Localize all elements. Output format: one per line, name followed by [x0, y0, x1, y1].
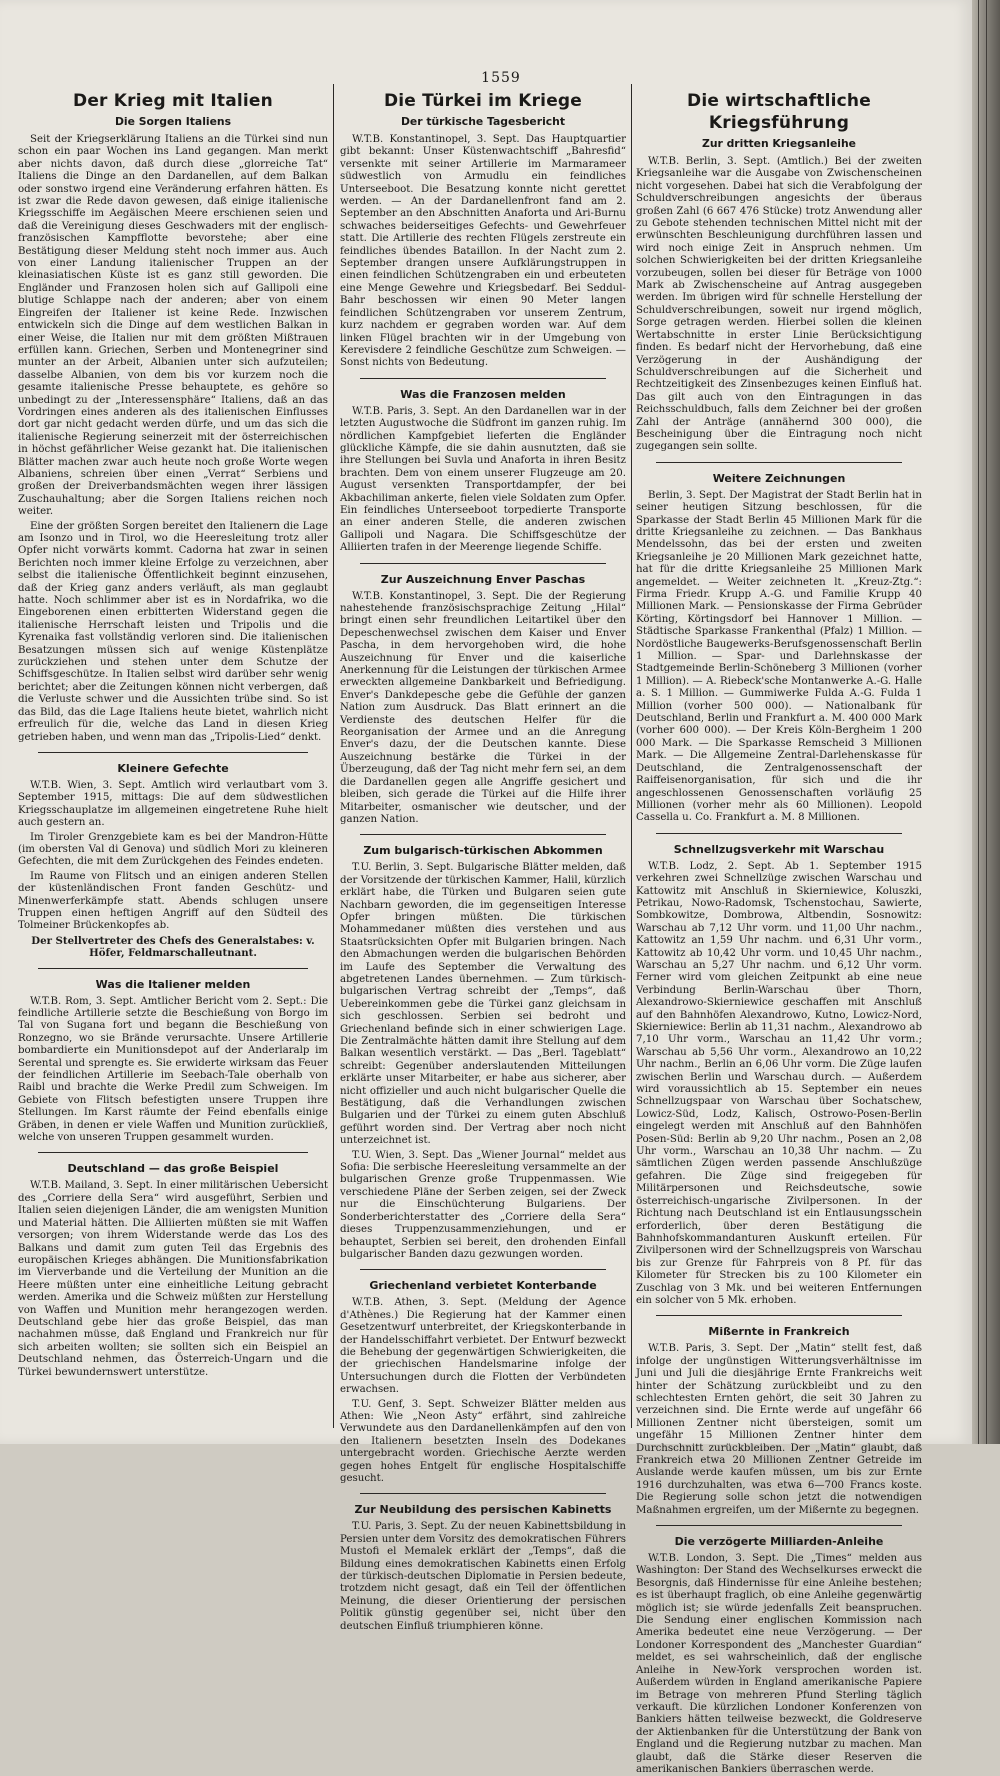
article-paragraph: Im Raume von Flitsch und an einigen anderen Stellen der küstenländischen Front fanden Geschütz- und Minenwerferkämpfe statt. Abends schlugen unsere Truppen einen heftigen Angriff auf den Südteil des Tolmeiner Brückenkopfes ab.: [18, 870, 328, 932]
article-paragraph: T.U. Wien, 3. Sept. Das „Wiener Journal“ meldet aus Sofia: Die serbische Heeresleitung versammelte an der bulgarischen Grenze große Truppenmassen. Wie verschiedene Pläne der Serben zeigen, sei der Zweck nur die Einschüchterung Bulgariens. Der Sonderberichterstatter des „Corriere della Sera“ dieses Truppenzusammenziehungen, und er behauptet, Serbien sei bereit, den drohenden Einfall bulgarischer Banden dazu gezwungen worden.: [340, 1149, 626, 1260]
article-paragraph: W.T.B. Paris, 3. Sept. An den Dardanellen war in der letzten Augustwoche die Südfront im ganzen ruhig. Im nördlichen Kampfgebiet lieferten die Engländer glückliche Kämpfe, die sie dahin ausnutzten, daß sie ihre Stellungen bei Suvla und Anaforta in ihren Besitz brachten. Dem von einem unserer Flugzeuge am 20. August versenkten Transportdampfer, der bei Akbachiliman ankerte, fielen viele Soldaten zum Opfer. Ein feindliches Unterseeboot torpedierte Transporte an einer anderen Stelle, die anderen zwischen Gallipoli und Nagara. Die Schiffsgeschütze der Alliierten trafen in der Meerenge liegende Schiffe.: [340, 405, 626, 554]
article-headline: Die verzögerte Milliarden-Anleihe: [674, 1535, 884, 1549]
article-headline: Was die Franzosen melden: [400, 387, 566, 401]
column-economic-warfare: [636, 88, 922, 1775]
article-divider: [360, 378, 606, 379]
column-subhead: Die Sorgen Italiens: [114, 115, 232, 128]
column-war-with-italy: [18, 88, 328, 1424]
column-rule: [333, 84, 334, 1428]
article-divider: [656, 1315, 902, 1316]
article-signoff: Der Stellvertreter des Chefs des Generalstabes: v. Höfer, Feldmarschalleutnant.: [31, 934, 315, 960]
article-headline: Was die Italiener melden: [95, 977, 251, 991]
article-divider: [360, 834, 606, 835]
article-divider: [656, 462, 902, 463]
column-rule: [631, 84, 632, 1428]
column-masthead: Die Türkei im Kriege: [383, 91, 583, 111]
article-divider: [360, 1493, 606, 1494]
column-masthead: Die wirtschaftliche Kriegsführung: [687, 91, 871, 133]
column-subhead: Zur dritten Kriegsanleihe: [701, 137, 857, 150]
article-paragraph: W.T.B. Lodz, 2. Sept. Ab 1. September 1915 verkehren zwei Schnellzüge zwischen Warschau und Kattowitz mit Anschluß in Skierniewice, Koluszki, Petrikau, Nowo-Radomsk, Tschenstochau, Sawierte, Sombkowitze, Dombrowa, Altbendin, Sosnowitz: Warschau ab 7,12 Uhr vorm. und 11,00 Uhr nachm., Kattowitz an 1,59 Uhr nachm. und 6,31 Uhr vorm., Kattowitz ab 10,42 Uhr vorm. und 10,45 Uhr nachm., Warschau an 5,27 Uhr nachm. und 6,12 Uhr vorm. Ferner wird vom gleichen Zeitpunkt ab eine neue Verbindung Berlin-Warschau über Thorn, Alexandrowo-Skierniewice geschaffen mit Anschluß auf den Bahnhöfen Alexandrowo, Kutno, Lowicz-Nord, Skierniewice: Berlin ab 11,31 nachm., Alexandrowo ab 7,10 Uhr vorm., Warschau an 11,42 Uhr vorm.; Warschau ab 5,56 Uhr vorm., Alexandrowo an 10,22 Uhr nachm., Berlin an 6,06 Uhr vorm. Die Züge laufen zwischen Berlin und Warschau durch. — Außerdem wird voraussichtlich ab 15. September ein neues Schnellzugspaar von Warschau über Sochatschew, Lowicz-Süd, Lodz, Kalisch, Ostrowo-Posen-Berlin eingelegt werden mit Anschluß auf den Bahnhöfen Posen-Süd: Berlin ab 9,20 Uhr nachm., Posen an 2,08 Uhr vorm., Warschau an 10,38 Uhr nachm. — Zu sämtlichen Zügen werden passende Anschlußzüge gefahren. Die Züge sind freigegeben für Militärpersonen und Reichsdeutsche, sowie österreichisch-ungarische Zivilpersonen. In der Richtung nach Deutschland ist ein Entlausungsschein erforderlich, über deren Bestätigung die Bahnhofskommandanturen Auskunft erteilen. Für Zivilpersonen wird der Schnellzugspreis von Warschau bis zur Grenze für Fahrpreis von 8 Pf. für das Kilometer für Strecken bis zu 100 Kilometer ein Zuschlag von 3 Mk. und bei weiteren Entfernungen ein solcher von 5 Mk. erhoben.: [636, 860, 922, 1306]
article-paragraph: W.T.B. Mailand, 3. Sept. In einer militärischen Uebersicht des „Corriere della Sera“ wird ausgeführt, Serbien und Italien seien diejenigen Länder, die am wenigsten Munition und Material hätten. Die Alliierten müßten sie mit Waffen versorgen; von ihrem Widerstande werde das Los des Balkans und damit zum guten Teil das Ergebnis des europäischen Krieges abhängen. Die Munitionsfabrikation im Vierverbande und die Verteilung der Munition an die Heere müßten unter eine einheitliche Leitung gebracht werden. Amerika und die Schweiz müßten zur Herstellung von Waffen und Munition mehr herangezogen werden. Deutschland gebe hier das große Beispiel, das man nachahmen müsse, daß England und Frankreich nur für sich arbeiten wollten; sie sollten sich ein Beispiel an Deutschland nehmen, das Österreich-Ungarn und die Türkei bewundernswert unterstütze.: [18, 1180, 328, 1378]
article-paragraph: W.T.B. London, 3. Sept. Die „Times“ melden aus Washington: Der Stand des Wechselkurses erweckt die Besorgnis, daß Hindernisse für eine Anleihe bestehen; es ist überhaupt fraglich, ob eine Anleihe gegenwärtig möglich ist; sie würde jedenfalls Zeit beanspruchen. Die Sendung einer englischen Kommission nach Amerika bedeutet eine neue Verzögerung. — Der Londoner Korrespondent des „Manchester Guardian“ meldet, es sei wahrscheinlich, daß der englische Anleihe in New-York versprochen worden ist. Außerdem würden in England amerikanische Papiere im Betrage von mehreren Pfund Sterling täglich verkauft. Die kürzlichen Londoner Konferenzen von Bankiers hätten teilweise bezweckt, die Goldreserve der Aktienbanken für die Unterstützung der Bank von England und die Regierung nutzbar zu machen. Man glaubt, daß die Stärke dieser Reserven die amerikanischen Bankiers überraschen werde.: [636, 1553, 922, 1775]
book-binding-edge: [972, 0, 1000, 1444]
page-number: 1559: [481, 70, 521, 86]
article-headline: Zum bulgarisch-türkischen Abkommen: [363, 844, 603, 858]
article-paragraph: W.T.B. Konstantinopel, 3. Sept. Die der Regierung nahestehende französischsprachige Zeitung „Hilal“ bringt einen sehr freundlichen Leitartikel über den Depeschenwechsel zwischen dem Kaiser und Enver Pascha, in dem hervorgehoben wird, die hohe Auszeichnung für Enver und die kaiserliche Anerkennung für die Leistungen der türkischen Armee erweckten allgemeine Dankbarkeit und Befriedigung. Enver's Dankdepesche gebe die Gefühle der ganzen Nation zum Ausdruck. Das Blatt erinnert an die Verdienste des deutschen Helfer für die Reorganisation der Armee und an die Anregung Enver's dazu, der die Deutschen kannte. Diese Auszeichnung bestärke die Türkei in der Überzeugung, daß der Tag nicht mehr fern sei, an dem die Dardanellen gegen alle Angriffe gesichert und bleiben, sich gerade die Türkei auf die Hilfe ihrer Mitarbeiter, osmanischer wie deutscher, und der ganzen Nation.: [340, 590, 626, 825]
column-masthead: Der Krieg mit Italien: [73, 91, 273, 111]
article-divider: [656, 1525, 902, 1526]
article-headline: Mißernte in Frankreich: [708, 1325, 850, 1339]
article-paragraph: Eine der größten Sorgen bereitet den Italienern die Lage am Isonzo und in Tirol, wo die Heeresleitung trotz aller Opfer nicht vorwärts kommt. Cadorna hat zwar in seinen Berichten noch immer kleine Erfolge zu verzeichnen, aber selbst die italienische Öffentlichkeit beginnt einzusehen, daß der Krieg ganz anders verläuft, als man geglaubt hatte. Noch schlimmer aber ist es in Nordafrika, wo die Eingeborenen einen erbitterten Widerstand gegen die italienische Herrschaft leisten und Tripolis und die Kyrenaika fast vollständig verloren sind. Die italienischen Besatzungen müssen sich auf wenige Küstenplätze zurückziehen und stehen unter dem Schutze der Schiffsgeschütze. In Italien selbst wird darüber sehr wenig berichtet; aber die Zeitungen können nicht verbergen, daß die Verluste schwer und die Aussichten trübe sind. So ist das Bild, das die Lage Italiens heute bietet, wahrlich nicht erfreulich für die, welche das Land in diesen Krieg getrieben haben, und wenn man das „Tripolis-Lied“ denkt.: [18, 520, 328, 743]
article-headline: Zur Neubildung des persischen Kabinetts: [354, 1503, 612, 1517]
article-headline: Deutschland — das große Beispiel: [67, 1162, 279, 1176]
article-paragraph: Seit der Kriegserklärung Italiens an die Türkei sind nun schon ein paar Wochen ins Land gegangen. Man merkt aber nichts davon, daß durch diese „glorreiche Tat“ Italiens die Dinge an den Dardanellen, auf dem Balkan oder sonstwo irgend eine Veränderung erfahren hätten. Es ist zwar die Rede davon gewesen, daß einige italienische Kriegsschiffe im Aegäischen Meere erschienen seien und daß die Vereinigung dieses Geschwaders mit der englisch-französischen Kampfflotte bevorstehe; aber eine Bestätigung dieser Meldung steht noch immer aus. Auch von einer Landung italienischer Truppen an der kleinasiatischen Küste ist es ganz still geworden. Die Engländer und Franzosen holen sich auf Gallipoli eine blutige Schlappe nach der anderen; aber von einem Eingreifen der Italiener ist keine Rede. Inzwischen entwickeln sich die Dinge auf dem westlichen Balkan in einer Weise, die Italien nur mit dem größten Mißtrauen erfüllen kann. Griechen, Serben und Montenegriner sind munter an der Arbeit, Albanien unter sich aufzuteilen; dasselbe Albanien, von dem bis vor kurzem noch die gesamte italienische Presse behauptete, es gehöre so unbedingt zu der „Interessensphäre“ Italiens, daß an das Vordringen eines anderen als des italienischen Einflusses dort gar nicht gedacht werden dürfe, und um das sich die italienische Regierung seinerzeit mit der österreichischen in höchst gefährlicher Weise gezankt hat. Die italienischen Blätter machen zwar auch heute noch große Worte wegen Albaniens, schreien über einen „Verrat“ Serbiens und großen der Dreiverbandsmächten wegen ihrer lässigen Zuschauhaltung; aber die Sorgen Italiens reichen noch weiter.: [18, 134, 328, 518]
article-paragraph: W.T.B. Athen, 3. Sept. (Meldung der Agence d'Athènes.) Die Regierung hat der Kammer einen Gesetzentwurf unterbreitet, der Kriegskonterbande in der Handelsschiffahrt verbietet. Der Entwurf bezweckt die Behebung der gegenwärtigen Schwierigkeiten, die der griechischen Handelsmarine infolge der Untersuchungen durch die Flotten der Verbündeten erwachsen.: [340, 1297, 626, 1396]
article-divider: [38, 752, 308, 753]
article-divider: [38, 968, 308, 969]
column-subhead: Der türkische Tagesbericht: [400, 115, 566, 128]
article-headline: Zur Auszeichnung Enver Paschas: [380, 572, 586, 586]
article-paragraph: Berlin, 3. Sept. Der Magistrat der Stadt Berlin hat in seiner heutigen Sitzung beschlossen, für die Sparkasse der Stadt Berlin 45 Millionen Mark für die dritte Kriegsanleihe zu zeichnen. — Das Bankhaus Mendelssohn, das bei der ersten und zweiten Kriegsanleihe je 20 Millionen Mark gezeichnet hatte, hat für die dritte Kriegsanleihe 25 Millionen Mark angemeldet. — Weiter zeichneten lt. „Kreuz-Ztg.“: Firma Friedr. Krupp A.-G. und Familie Krupp 40 Millionen Mark. — Pensionskasse der Firma Gebrüder Körting, Körtingsdorf bei Hannover 1 Million. — Städtische Sparkasse Frankenthal (Pfalz) 1 Million. — Nordöstliche Baugewerks-Berufsgenossenschaft Berlin 1 Million. — Spar- und Darlehnskasse der Stadtgemeinde Berlin-Schöneberg 3 Millionen (vorher 1 Million). — A. Riebeck'sche Montanwerke A.-G. Halle a. S. 1 Million. — Gummiwerke Fulda A.-G. Fulda 1 Million (vorher 500 000). — Nationalbank für Deutschland, Berlin und Frankfurt a. M. 400 000 Mark (vorher 600 000). — Der Kreis Köln-Bergheim 1 200 000 Mark. — Die Sparkasse Remscheid 3 Millionen Mark. — Die Allgemeine Zentral-Darlehenskasse für Deutschland, die Zentralgenossenschaft der Raiffeisenorganisation, für sich und die ihr angeschlossenen Genossenschaften vorläufig 25 Millionen (vorher mehr als 60 Millionen). Leopold Cassella u. Co. Frankfurt a. M. 8 Millionen.: [636, 489, 922, 824]
article-paragraph: T.U. Berlin, 3. Sept. Bulgarische Blätter melden, daß der Vorsitzende der türkischen Kammer, Halil, kürzlich erklärt habe, die Türken und Bulgaren seien gute Nachbarn geworden, die im gegenseitigen Interesse Opfer bringen müßten. Die türkischen Mohammedaner müßten dies verstehen und aus Staatsrücksichten Opfer mit Bulgarien bringen. Nach den Abmachungen werden die bulgarischen Behörden im Laufe des September die Verwaltung des abgetretenen Landes übernehmen. — Zum türkisch-bulgarischen Vertrag schreibt der „Temps“, daß Uebereinkommen gebe die Türkei ganz gleichsam in sich geschlossen. Serbien sei bedroht und Griechenland befinde sich in einer schwierigen Lage. Die Zentralmächte hätten damit ihre Stellung auf dem Balkan wesentlich verstärkt. — Das „Berl. Tageblatt“ schreibt: Gegenüber anderslautenden Mitteilungen erklärte unser Mitarbeiter, er habe aus sicherer, aber nicht offizieller und auch nicht bulgarischer Quelle die Bestätigung, daß die Verhandlungen zwischen Bulgarien und der Türkei zu einem guten Abschluß geführt worden sind. Der Vertrag aber noch nicht unterzeichnet ist.: [340, 862, 626, 1147]
article-paragraph: W.T.B. Berlin, 3. Sept. (Amtlich.) Bei der zweiten Kriegsanleihe war die Ausgabe von Zwischenscheinen nicht vorgesehen. Dabei hat sich die Verabfolgung der Schuldverschreibungen angesichts der überaus großen Zahl (6 667 476 Stücke) trotz Anwendung aller zu Gebote stehenden technischen Mittel nicht mit der erwünschten Beschleunigung durchführen lassen und wird noch einige Zeit in Anspruch nehmen. Um solchen Schwierigkeiten bei der dritten Kriegsanleihe vorzubeugen, sollen bei dieser für Beträge von 1000 Mark ab Zwischenscheine auf Antrag ausgegeben werden. Im übrigen wird für schnelle Herstellung der Schuldverschreibungen, soweit nur irgend möglich, Sorge getragen werden. Hierbei sollen die kleinen Wertabschnitte in erster Linie Berücksichtigung finden. Es bedarf nicht der Hervorhebung, daß eine Verzögerung in der Aushändigung der Schuldverschreibungen auf die Sicherheit und Rechtzeitigkeit des Zinsenbezuges keinen Einfluß hat. Das gilt auch von den Eintragungen in das Reichsschuldbuch, falls dem Zeichner bei der großen Zahl der Anträge (annähernd 300 000), die Bescheinigung über die Eintragung noch nicht zugegangen sein sollte.: [636, 156, 922, 453]
article-paragraph: W.T.B. Wien, 3. Sept. Amtlich wird verlautbart vom 3. September 1915, mittags: Die auf dem südwestlichen Kriegsschauplatze im allgemeinen eingetretene Ruhe hielt auch gestern an.: [18, 779, 328, 829]
article-divider: [656, 833, 902, 834]
article-headline: Kleinere Gefechte: [117, 761, 229, 775]
article-divider: [360, 563, 606, 564]
article-divider: [360, 1269, 606, 1270]
article-headline: Griechenland verbietet Konterbande: [369, 1279, 597, 1293]
binding-line: [978, 0, 979, 1444]
binding-line: [986, 0, 987, 1444]
column-turkey-at-war: [340, 88, 626, 1632]
article-paragraph: T.U. Genf, 3. Sept. Schweizer Blätter melden aus Athen: Wie „Neon Asty“ erfährt, sind zahlreiche Verwundete aus den Dardanellenkämpfen auf den von den Italienern besetzten Inseln des Dodekanes untergebracht worden. Griechische Aerzte werden gegen hohes Entgelt für englische Hospitalschiffe gesucht.: [340, 1398, 626, 1484]
article-paragraph: Im Tiroler Grenzgebiete kam es bei der Mandron-Hütte (im obersten Val di Genova) und südlich Mori zu kleineren Gefechten, die mit dem Zurückgehen des Feindes endeten.: [18, 831, 328, 868]
article-paragraph: W.T.B. Rom, 3. Sept. Amtlicher Bericht vom 2. Sept.: Die feindliche Artillerie setzte die Beschießung von Borgo im Tal von Sugana fort und begann die Beschießung von Ronzegno, wo sie Brände verursachte. Unsere Artillerie bombardierte ein Munitionsdepot auf der Anderlaralp im Serental und sprengte es. Sie erwiderte wirksam das Feuer der feindlichen Artillerie im Seebach-Tale oberhalb von Raibl und brachte die Werke Predil zum Schweigen. Im Gebiete von Flitsch befestigten unsere Truppen ihre Stellungen. Im Karst räumte der Feind ebenfalls einige Gräben, in denen er viele Waffen und Munition zurückließ, welche von unseren Truppen gesammelt wurden.: [18, 995, 328, 1144]
article-headline: Schnellzugsverkehr mit Warschau: [673, 842, 885, 856]
article-headline: Weitere Zeichnungen: [712, 471, 846, 485]
article-paragraph: W.T.B. Konstantinopel, 3. Sept. Das Hauptquartier gibt bekannt: Unser Küstenwachtschiff „Bahresfid“ versenkte mit seiner Artillerie im Marmarameer südwestlich von Armudlu ein feindliches Unterseeboot. Die Besatzung konnte nicht gerettet werden. — An der Dardanellenfront fand am 2. September an den Abschnitten Anaforta und Ari-Burnu schwaches beiderseitiges Gefechts- und Gewehrfeuer statt. Die Artillerie des rechten Flügels zerstreute ein feindliches übendes Bataillon. In der Nacht zum 2. September drangen unsere Aufklärungstruppen in einen feindlichen Schützengraben ein und erbeuteten eine Menge Gewehre und Kriegsbedarf. Bei Seddul-Bahr beschossen wir einen 90 Meter langen feindlichen Schützengraben vor unserem Zentrum, kurz nachdem er gegraben worden war. Auf dem linken Flügel brachten wir in der Umgebung von Kerevisdere 2 feindliche Geschütze zum Schweigen. — Sonst nichts von Bedeutung.: [340, 134, 626, 369]
article-paragraph: W.T.B. Paris, 3. Sept. Der „Matin“ stellt fest, daß infolge der ungünstigen Witterungsverhältnisse im Juni und Juli die diesjährige Ernte Frankreichs weit hinter der Schätzung zurückbleibt und zu den schlechtesten Ernten gehört, die seit 30 Jahren zu verzeichnen sind. Die Ernte werde auf ungefähr 66 Millionen Zentner nicht übersteigen, somit um ungefähr 15 Millionen Zentner hinter dem Durchschnitt zurückbleiben. Der „Matin“ glaubt, daß Frankreich etwa 20 Millionen Zentner Getreide im Auslande werde kaufen müssen, um bis zur Ernte 1916 durchzuhalten, was etwa 6—700 Francs koste. Die Regierung solle schon jetzt die notwendigen Maßnahmen ergreifen, um der Mißernte zu begegnen.: [636, 1343, 922, 1516]
article-paragraph: T.U. Paris, 3. Sept. Zu der neuen Kabinettsbildung in Persien unter dem Vorsitz des demokratischen Führers Mustofi el Memalek erklärt der „Temps“, daß die Bildung eines demokratischen Kabinetts einen Erfolg der türkisch-deutschen Diplomatie in Persien bedeute, trotzdem nicht gesagt, daß ein Teil der öffentlichen Meinung, die dieser Orientierung der persischen Politik günstig gegenüber sei, nicht über den deutschen Einfluß triumphieren könne.: [340, 1521, 626, 1632]
article-divider: [38, 1152, 308, 1153]
